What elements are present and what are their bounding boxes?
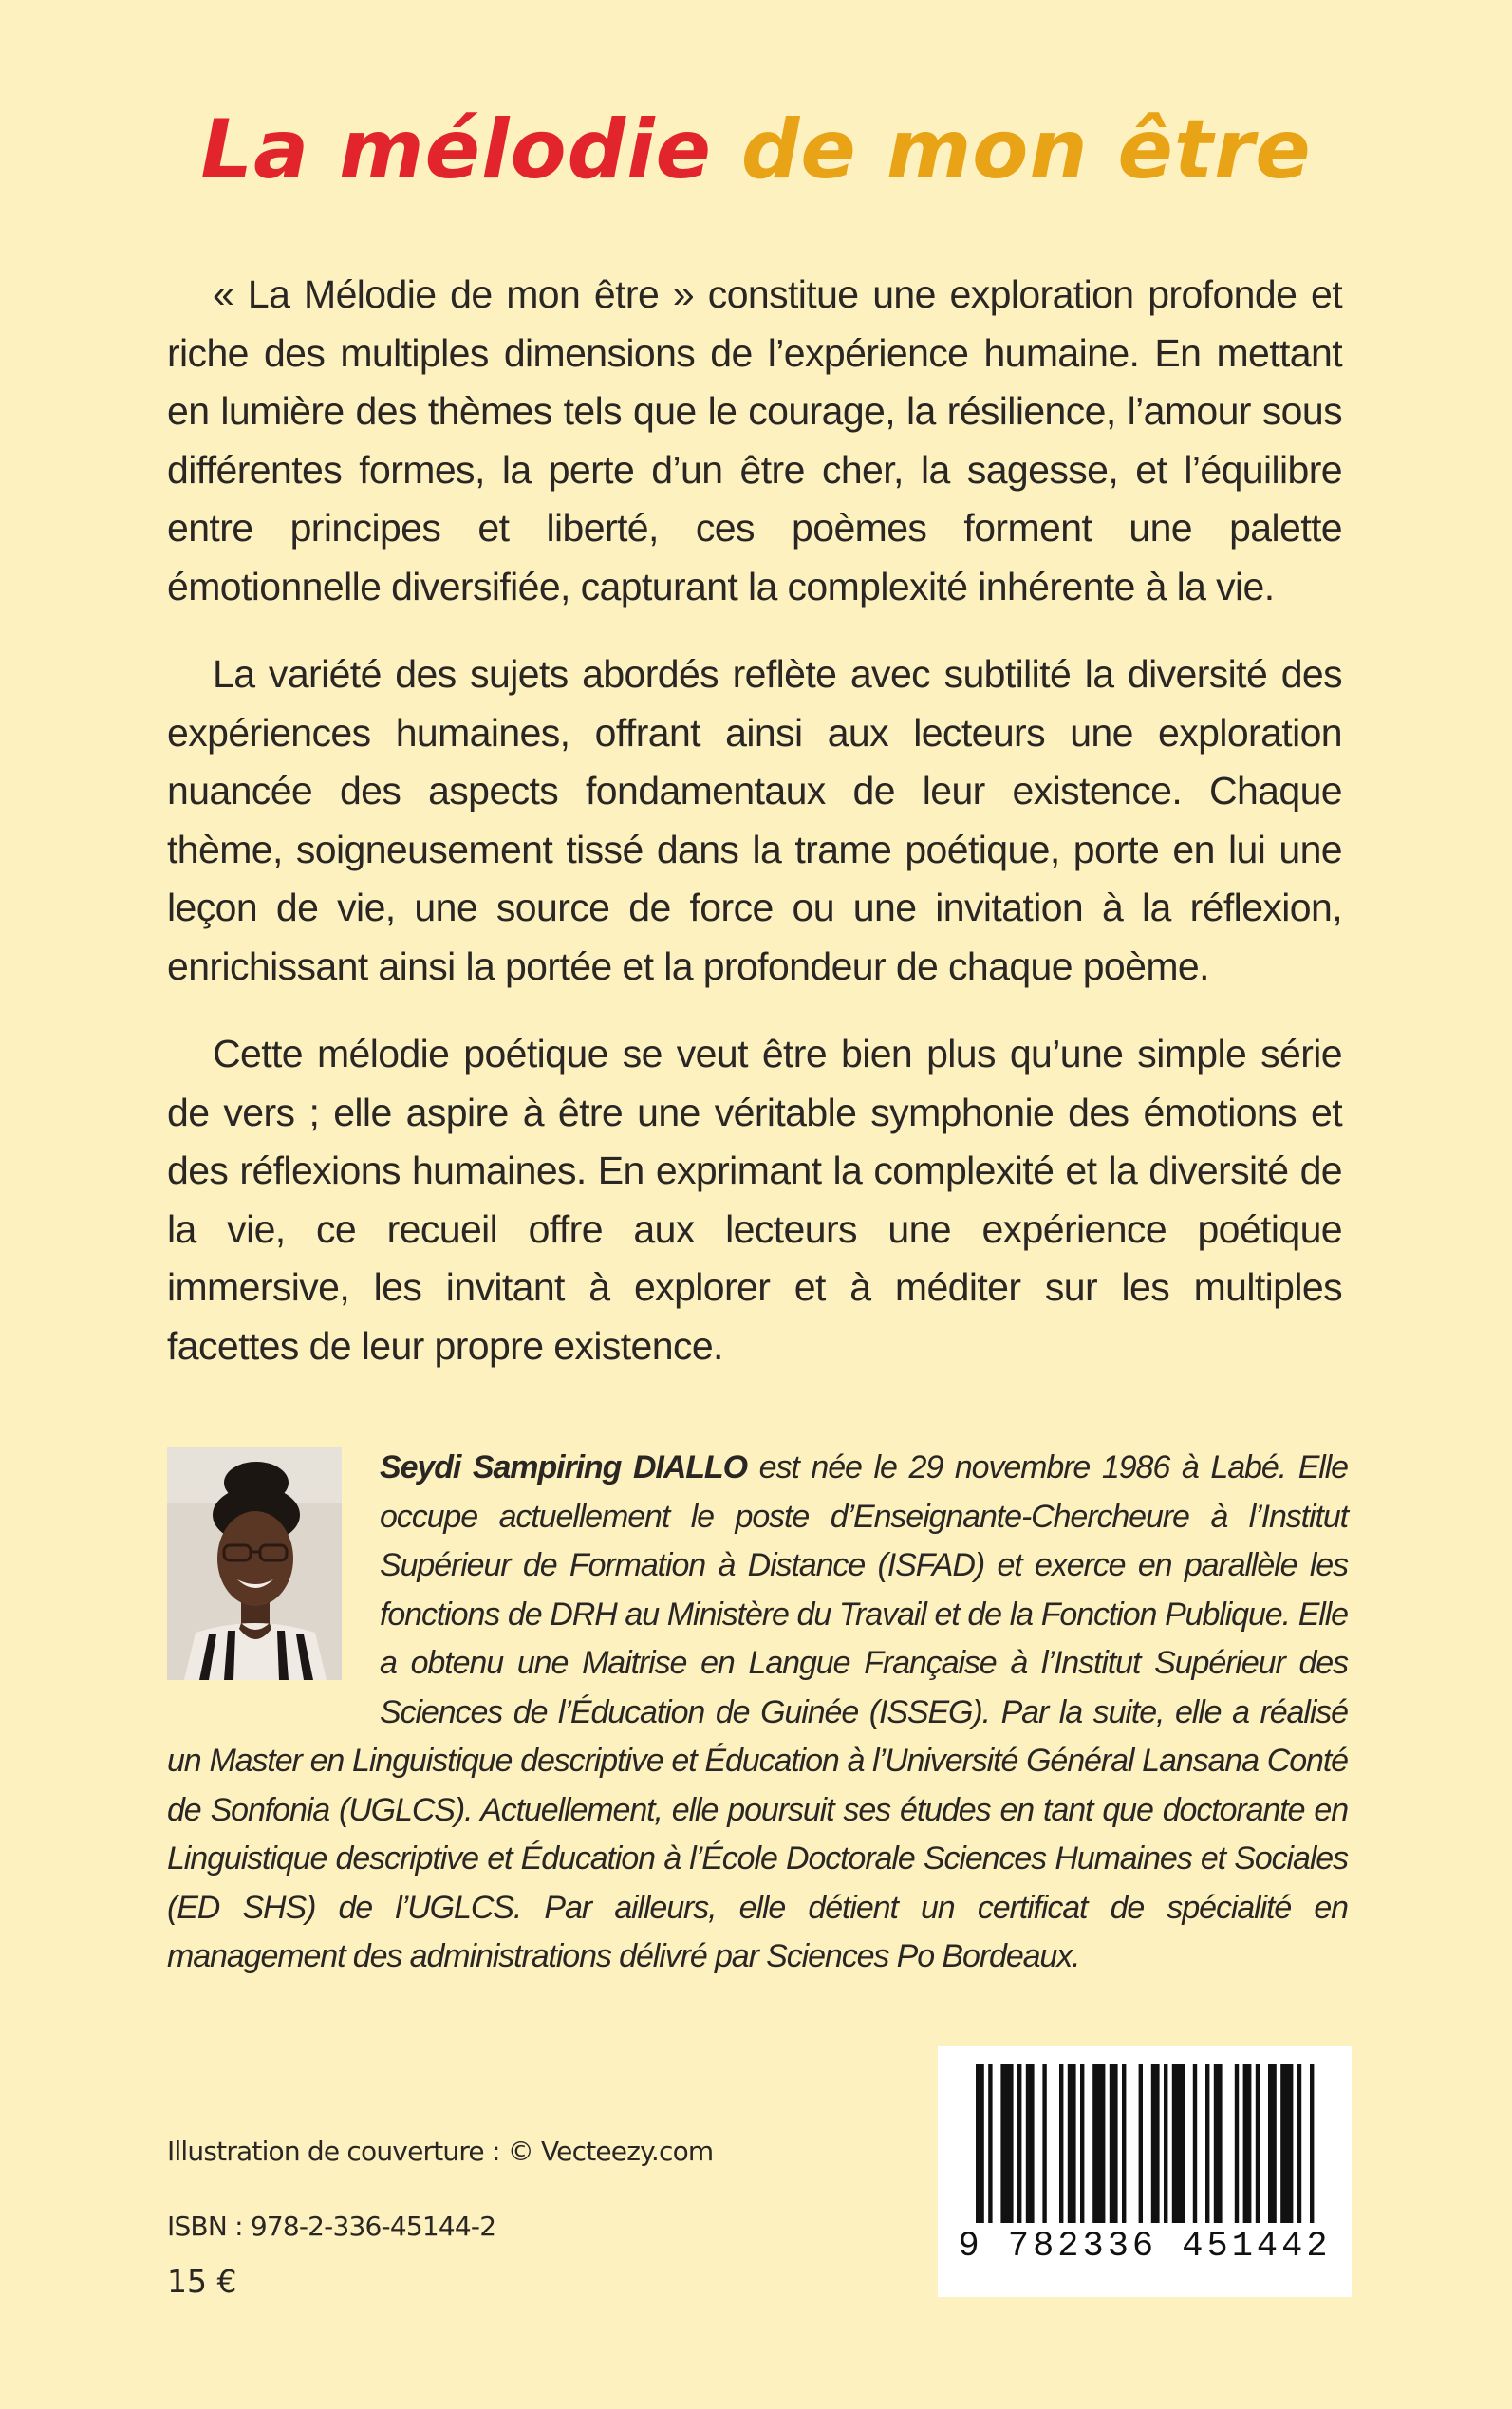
barcode-bar bbox=[1080, 2064, 1084, 2223]
barcode-bar bbox=[1297, 2064, 1301, 2223]
barcode-bar bbox=[1151, 2064, 1160, 2223]
book-title bbox=[0, 103, 1512, 197]
barcode-bar bbox=[988, 2064, 992, 2223]
barcode-bar bbox=[1256, 2064, 1260, 2223]
author-bio bbox=[167, 1444, 1348, 1982]
barcode-bar bbox=[1068, 2064, 1076, 2223]
barcode-bar bbox=[1193, 2064, 1197, 2223]
cover-credit: Illustration de couverture : © Vecteezy.com bbox=[167, 2136, 714, 2167]
barcode-bar bbox=[1026, 2064, 1035, 2223]
author-name: Seydi Sampiring DIALLO bbox=[380, 1449, 747, 1485]
barcode-bar bbox=[1110, 2064, 1118, 2223]
title-part-1: La mélodie bbox=[200, 103, 712, 197]
title-part-2: de mon être bbox=[740, 103, 1312, 197]
barcode-bar bbox=[976, 2064, 984, 2223]
barcode-bar bbox=[1214, 2064, 1223, 2223]
barcode bbox=[938, 2046, 1352, 2297]
barcode-bar bbox=[1139, 2064, 1143, 2223]
blurb-paragraph: Cette mélodie poétique se veut être bien plus qu’une simple série de vers ; elle aspire à être une véritable symphonie des émotions et des réflexions humaines. En exprimant la complexité et la diversité de la vie, ce recueil offre aux lecteurs une expérience poétique immersive, les invitant à explorer et à méditer sur les multiples facettes de leur propre existence. bbox=[167, 1032, 1342, 1368]
barcode-bars bbox=[938, 2046, 1352, 2227]
barcode-bar bbox=[1164, 2064, 1167, 2223]
blurb-paragraph: La variété des sujets abordés reflète avec subtilité la diversité des expériences humaines, offrant ainsi aux lecteurs une exploration nuancée des aspects fondamentaux de leur existence. Chaque thème, soigneusement tissé dans la trame poétique, porte en lui une leçon de vie, une source de force ou une invitation à la réflexion, enrichissant ainsi la portée et la profondeur de chaque poème. bbox=[167, 652, 1342, 988]
barcode-bar bbox=[1042, 2064, 1046, 2223]
blurb-paragraph: « La Mélodie de mon être » constitue une exploration profonde et riche des multiples dimensions de l’expérience humaine. En mettant en lumière des thèmes tels que le courage, la résilience, l’amour sous différentes formes, la perte d’un être cher, la sagesse, et l’équilibre entre principes et liberté, ces poèmes forment une palette émotionnelle diversifiée, capturant la complexité inhérente à la vie. bbox=[167, 272, 1342, 608]
barcode-bar bbox=[1122, 2064, 1126, 2223]
author-bio-text: est née le 29 novembre 1986 à Labé. Elle occupe actuellement le poste d’Enseignante-Chercheure à l’Institut Supérieur de Formation à Distance (ISFAD) et exerce en parallèle les fonctions de DRH au Ministère du Travail et de la Fonction Publique. Elle a obtenu une Maitrise en Langue Française à l’Institut Supérieur des Sciences de l’Éducation de Guinée (ISSEG). Par la suite, elle a réalisé un Master en Linguistique descriptive et Éducation à l’Université Général Lansana Conté de Sonfonia (UGLCS). Actuellement, elle poursuit ses études en tant que doctorante en Linguistique descriptive et Éducation à l’École Doctorale Sciences Humaines et Sociales (ED SHS) de l’UGLCS. Par ailleurs, elle détient un certificat de spécialité en management des administrations délivré par Sciences Po Bordeaux. bbox=[167, 1449, 1348, 1974]
barcode-bar bbox=[1172, 2064, 1185, 2223]
isbn: ISBN : 978-2-336-45144-2 bbox=[167, 2211, 496, 2242]
barcode-bar bbox=[1092, 2064, 1105, 2223]
barcode-bar bbox=[1310, 2064, 1314, 2223]
barcode-digits: 9 782336 451442 bbox=[958, 2227, 1332, 2267]
barcode-bar bbox=[1205, 2064, 1209, 2223]
barcode-bar bbox=[1280, 2064, 1293, 2223]
barcode-bar bbox=[1017, 2064, 1021, 2223]
barcode-bar bbox=[1268, 2064, 1277, 2223]
barcode-bar bbox=[1000, 2064, 1013, 2223]
barcode-bar bbox=[1235, 2064, 1239, 2223]
barcode-bar bbox=[1243, 2064, 1252, 2223]
barcode-bar bbox=[1059, 2064, 1063, 2223]
blurb bbox=[167, 266, 1342, 1405]
price: 15 € bbox=[167, 2263, 237, 2300]
